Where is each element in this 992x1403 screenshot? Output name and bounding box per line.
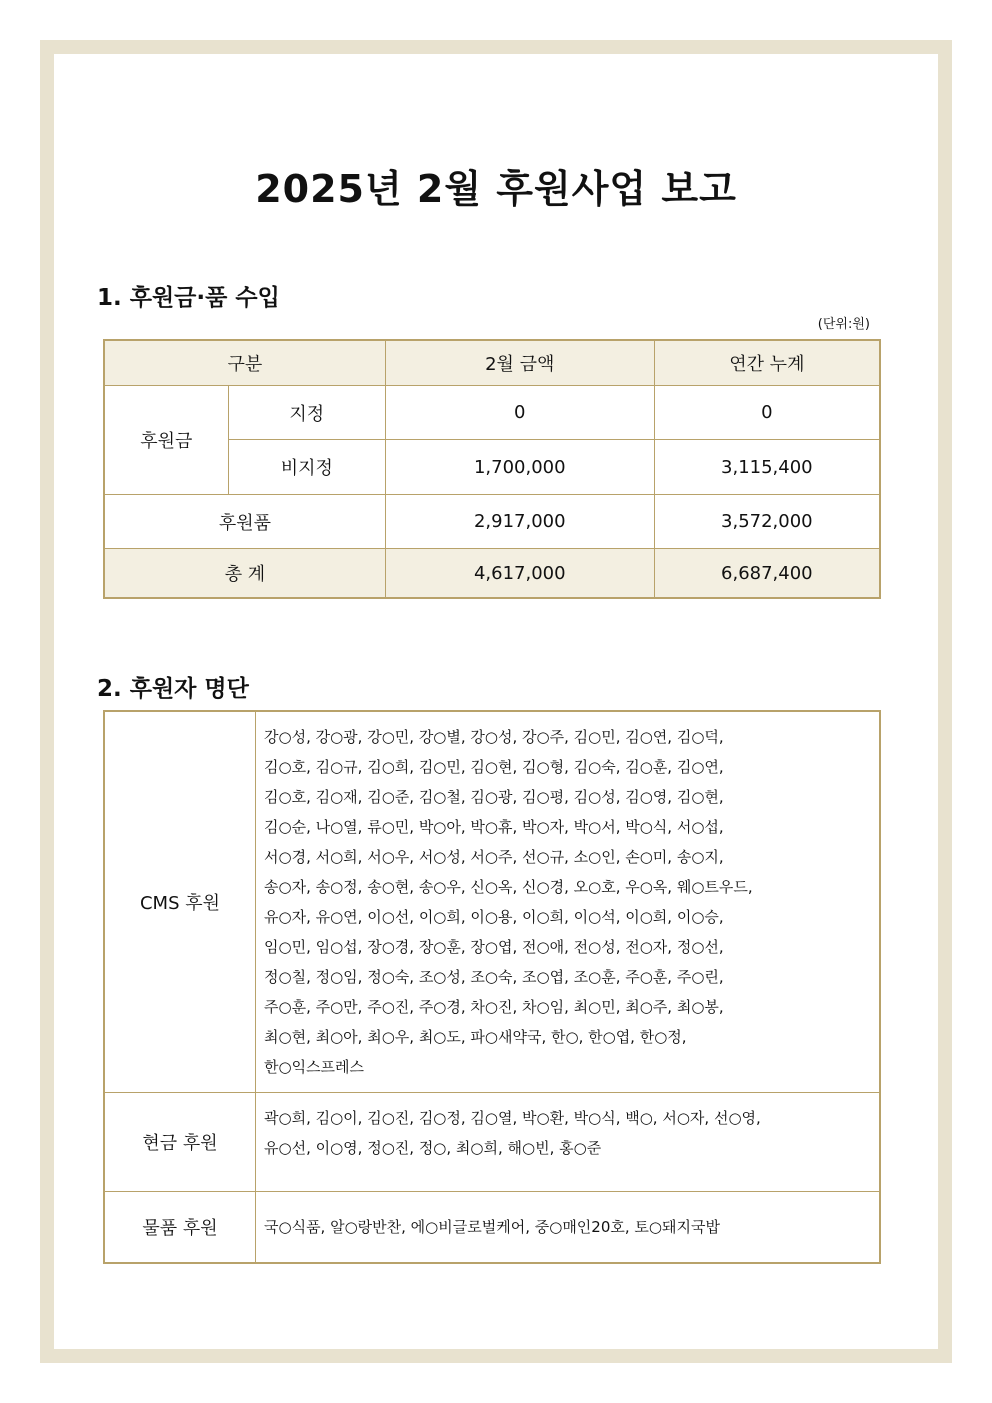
total-month: 4,617,000	[385, 549, 654, 599]
table-row	[104, 495, 880, 549]
header-category: 구분	[104, 340, 385, 386]
name-line: 주○훈, 주○만, 주○진, 주○경, 차○진, 차○임, 최○민, 최○주, 최○봉,	[264, 998, 724, 1016]
name-line: 정○칠, 정○임, 정○숙, 조○성, 조○숙, 조○엽, 조○훈, 주○훈, 주○린,	[264, 968, 724, 986]
name-line: 김○순, 나○열, 류○민, 박○아, 박○휴, 박○자, 박○서, 박○식, 서○섭,	[264, 818, 724, 836]
name-line: 유○선, 이○영, 정○진, 정○, 최○희, 해○빈, 홍○준	[264, 1139, 602, 1157]
cms-names	[256, 711, 881, 1093]
donor-row-cms	[104, 711, 880, 1093]
report-title: 2025년 2월 후원사업 보고	[255, 167, 737, 211]
assigned-annual: 0	[654, 386, 880, 440]
header-month-amount: 2월 금액	[385, 340, 654, 386]
header-annual-total: 연간 누계	[654, 340, 880, 386]
name-line: 서○경, 서○희, 서○우, 서○성, 서○주, 선○규, 소○인, 손○미, 송○지,	[264, 848, 724, 866]
section1-heading: 1. 후원금·품 수입	[97, 285, 280, 311]
name-line: 김○호, 김○규, 김○희, 김○민, 김○현, 김○형, 김○숙, 김○훈, 김○연,	[264, 758, 724, 776]
name-line: 김○호, 김○재, 김○준, 김○철, 김○광, 김○평, 김○성, 김○영, 김○현,	[264, 788, 724, 806]
income-table	[103, 339, 881, 599]
table-row	[104, 386, 880, 440]
name-line: 임○민, 임○섭, 장○경, 장○훈, 장○엽, 전○애, 전○성, 전○자, 정○선,	[264, 938, 724, 956]
unassigned-annual: 3,115,400	[654, 440, 880, 495]
donation-label: 후원금	[104, 386, 228, 495]
goods-month: 2,917,000	[385, 495, 654, 549]
total-annual: 6,687,400	[654, 549, 880, 599]
unassigned-month: 1,700,000	[385, 440, 654, 495]
name-line: 국○식품, 알○랑반찬, 에○비글로벌케어, 중○매인20호, 토○돼지국밥	[264, 1218, 720, 1236]
table-total-row	[104, 549, 880, 599]
goods-donation-label: 물품 후원	[104, 1192, 256, 1264]
assigned-label: 지정	[228, 386, 385, 440]
donor-row-cash	[104, 1093, 880, 1192]
goods-names	[256, 1192, 881, 1264]
goods-annual: 3,572,000	[654, 495, 880, 549]
total-label: 총 계	[104, 549, 385, 599]
name-line: 곽○희, 김○이, 김○진, 김○정, 김○열, 박○환, 박○식, 백○, 서○자, 선○영,	[264, 1109, 761, 1127]
section2-heading: 2. 후원자 명단	[97, 676, 249, 702]
table-header-row	[104, 340, 880, 386]
name-line: 한○익스프레스	[264, 1058, 365, 1076]
assigned-month: 0	[385, 386, 654, 440]
donor-row-goods	[104, 1192, 880, 1264]
cms-label: CMS 후원	[104, 711, 256, 1093]
donor-table	[103, 710, 881, 1264]
name-line: 유○자, 유○연, 이○선, 이○희, 이○용, 이○희, 이○석, 이○희, 이○승,	[264, 908, 724, 926]
unassigned-label: 비지정	[228, 440, 385, 495]
name-line: 최○현, 최○아, 최○우, 최○도, 파○새약국, 한○, 한○엽, 한○정,	[264, 1028, 687, 1046]
cash-label: 현금 후원	[104, 1093, 256, 1192]
cash-names	[256, 1093, 881, 1192]
unit-label: (단위:원)	[817, 317, 870, 332]
name-line: 강○성, 강○광, 강○민, 강○별, 강○성, 강○주, 김○민, 김○연, 김○덕,	[264, 728, 724, 746]
goods-label: 후원품	[104, 495, 385, 549]
name-line: 송○자, 송○정, 송○현, 송○우, 신○옥, 신○경, 오○호, 우○옥, 웨○트우드,	[264, 878, 753, 896]
